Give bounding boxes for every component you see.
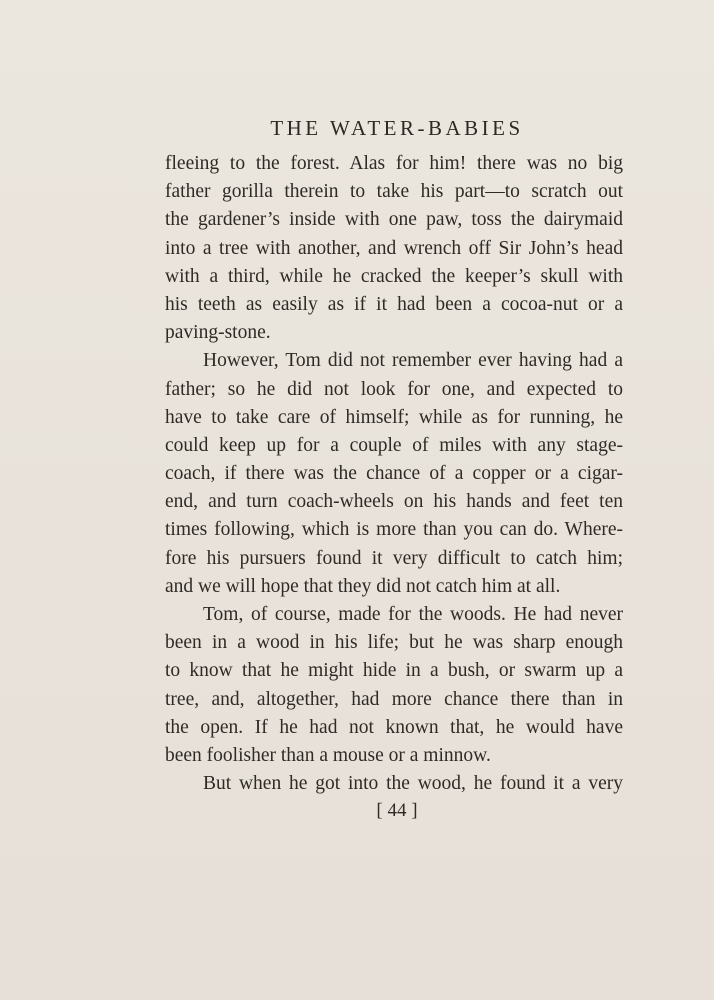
text-line: father; so he did not look for one, and expected to — [165, 378, 623, 400]
text-line: into a tree with another, and wrench off Sir John’s head — [165, 237, 623, 259]
text-line: his teeth as easily as if it had been a cocoa-nut or a — [165, 293, 623, 315]
text-line: fleeing to the forest. Alas for him! there was no big — [165, 153, 623, 174]
text-line: end, and turn coach-wheels on his hands and feet ten — [165, 491, 623, 513]
text-line: coach, if there was the chance of a copper or a cigar- — [165, 463, 623, 485]
page-number: [ 44 ] — [376, 800, 418, 821]
text-line: could keep up for a couple of miles with any stage- — [165, 434, 623, 456]
text-line: the open. If he had not known that, he would have — [165, 716, 623, 738]
text-line: However, Tom did not remember ever having had a — [203, 350, 623, 372]
text-line: Tom, of course, made for the woods. He had never — [203, 604, 623, 625]
text-line: times following, which is more than you can do. Where- — [165, 519, 623, 541]
text-line: with a third, while he cracked the keeper’s skull with — [165, 265, 623, 287]
text-line: father gorilla therein to take his part—to scratch out — [165, 181, 623, 203]
running-head: THE WATER-BABIES — [270, 116, 524, 140]
text-line: fore his pursuers found it very difficult to catch him; — [165, 547, 623, 569]
text-line: tree, and, altogether, had more chance there than in — [165, 688, 623, 710]
text-line: have to take care of himself; while as for running, he — [165, 406, 623, 428]
text-line: and we will hope that they did not catch him at all. — [165, 575, 561, 597]
text-line: been foolisher than a mouse or a minnow. — [165, 744, 491, 766]
text-line: to know that he might hide in a bush, or swarm up a — [165, 660, 623, 682]
text-line: the gardener’s inside with one paw, toss the dairymaid — [165, 209, 623, 231]
text-line: been in a wood in his life; but he was sharp enough — [165, 632, 623, 654]
text-line: But when he got into the wood, he found it a very — [203, 773, 623, 795]
body-text — [165, 150, 623, 798]
text-line: paving-stone. — [165, 322, 271, 344]
